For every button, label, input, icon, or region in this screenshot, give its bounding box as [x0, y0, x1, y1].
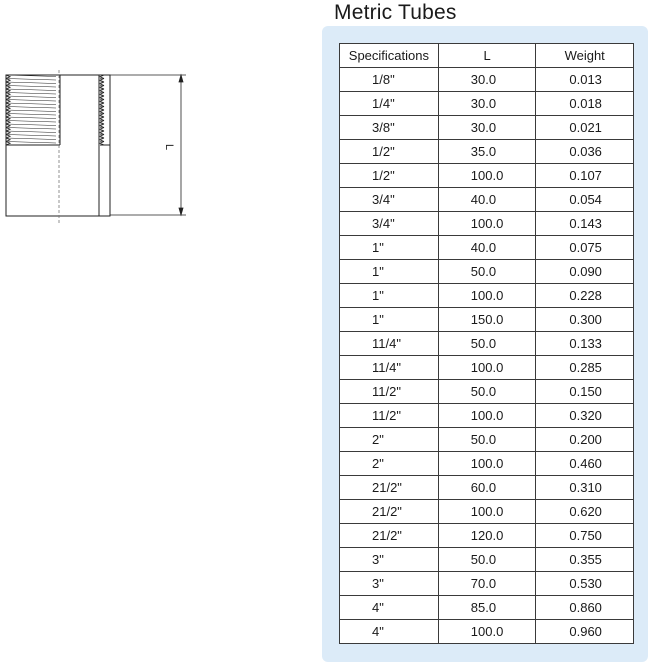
cell-weight: 0.860	[536, 596, 634, 620]
table-row	[340, 284, 634, 308]
cell-specification: 21/2"	[340, 500, 439, 524]
cell-weight: 0.054	[536, 188, 634, 212]
cell-length: 50.0	[438, 380, 536, 404]
table-row	[340, 476, 634, 500]
table-row	[340, 140, 634, 164]
table-row	[340, 620, 634, 644]
cell-weight: 0.320	[536, 404, 634, 428]
cell-length: 50.0	[438, 548, 536, 572]
cell-length: 100.0	[438, 284, 536, 308]
table-row	[340, 380, 634, 404]
specs-table	[339, 43, 634, 644]
cell-weight: 0.960	[536, 620, 634, 644]
cell-specification: 1/2"	[340, 140, 439, 164]
cell-length: 60.0	[438, 476, 536, 500]
cell-weight: 0.090	[536, 260, 634, 284]
cell-length: 30.0	[438, 92, 536, 116]
page-title: Metric Tubes	[334, 1, 457, 24]
cell-specification: 4"	[340, 620, 439, 644]
cell-weight: 0.133	[536, 332, 634, 356]
cell-specification: 11/2"	[340, 404, 439, 428]
cell-specification: 11/4"	[340, 356, 439, 380]
cell-weight: 0.018	[536, 92, 634, 116]
table-row	[340, 332, 634, 356]
cell-specification: 3/4"	[340, 212, 439, 236]
cell-specification: 1"	[340, 236, 439, 260]
cell-specification: 4"	[340, 596, 439, 620]
cell-length: 40.0	[438, 188, 536, 212]
thread-right	[100, 75, 104, 145]
cell-length: 100.0	[438, 452, 536, 476]
cell-length: 100.0	[438, 404, 536, 428]
cell-weight: 0.310	[536, 476, 634, 500]
header-l: L	[438, 44, 536, 68]
cell-length: 100.0	[438, 356, 536, 380]
cell-weight: 0.075	[536, 236, 634, 260]
cell-specification: 1"	[340, 260, 439, 284]
table-row	[340, 356, 634, 380]
cell-specification: 3"	[340, 572, 439, 596]
cell-weight: 0.021	[536, 116, 634, 140]
table-row	[340, 428, 634, 452]
header-specifications: Specifications	[340, 44, 439, 68]
cell-length: 30.0	[438, 116, 536, 140]
table-row	[340, 68, 634, 92]
cell-weight: 0.355	[536, 548, 634, 572]
table-row	[340, 188, 634, 212]
cell-specification: 11/4"	[340, 332, 439, 356]
cell-weight: 0.150	[536, 380, 634, 404]
cell-length: 120.0	[438, 524, 536, 548]
cell-length: 100.0	[438, 620, 536, 644]
cell-specification: 2"	[340, 452, 439, 476]
cell-specification: 3"	[340, 548, 439, 572]
cell-length: 100.0	[438, 212, 536, 236]
table-row	[340, 236, 634, 260]
table-row	[340, 92, 634, 116]
cell-specification: 3/4"	[340, 188, 439, 212]
cell-length: 30.0	[438, 68, 536, 92]
table-row	[340, 500, 634, 524]
cell-weight: 0.107	[536, 164, 634, 188]
cell-length: 100.0	[438, 500, 536, 524]
table-row	[340, 212, 634, 236]
cell-specification: 1/4"	[340, 92, 439, 116]
cell-weight: 0.530	[536, 572, 634, 596]
cell-specification: 1/8"	[340, 68, 439, 92]
cell-specification: 11/2"	[340, 380, 439, 404]
table-row	[340, 260, 634, 284]
cell-specification: 1/2"	[340, 164, 439, 188]
header-weight: Weight	[536, 44, 634, 68]
header-row	[340, 44, 634, 68]
dimension-label: L	[163, 144, 175, 151]
table-row	[340, 164, 634, 188]
cell-length: 50.0	[438, 332, 536, 356]
cell-specification: 2"	[340, 428, 439, 452]
table-row	[340, 404, 634, 428]
table-row	[340, 548, 634, 572]
cell-specification: 3/8"	[340, 116, 439, 140]
cell-length: 50.0	[438, 260, 536, 284]
table-row	[340, 524, 634, 548]
cell-specification: 1"	[340, 308, 439, 332]
table-row	[340, 452, 634, 476]
cell-weight: 0.036	[536, 140, 634, 164]
cell-specification: 21/2"	[340, 476, 439, 500]
cell-length: 100.0	[438, 164, 536, 188]
table-row	[340, 572, 634, 596]
cell-length: 85.0	[438, 596, 536, 620]
cell-weight: 0.620	[536, 500, 634, 524]
cell-weight: 0.460	[536, 452, 634, 476]
cell-weight: 0.285	[536, 356, 634, 380]
table-row	[340, 308, 634, 332]
tube-drawing	[0, 60, 200, 230]
cell-length: 35.0	[438, 140, 536, 164]
table-row	[340, 116, 634, 140]
cell-weight: 0.013	[536, 68, 634, 92]
cell-specification: 21/2"	[340, 524, 439, 548]
cell-weight: 0.143	[536, 212, 634, 236]
cell-weight: 0.750	[536, 524, 634, 548]
cell-length: 150.0	[438, 308, 536, 332]
cell-weight: 0.300	[536, 308, 634, 332]
cell-length: 50.0	[438, 428, 536, 452]
thread-left	[6, 75, 56, 145]
cell-length: 70.0	[438, 572, 536, 596]
cell-length: 40.0	[438, 236, 536, 260]
cell-weight: 0.200	[536, 428, 634, 452]
cell-specification: 1"	[340, 284, 439, 308]
cell-weight: 0.228	[536, 284, 634, 308]
table-row	[340, 596, 634, 620]
